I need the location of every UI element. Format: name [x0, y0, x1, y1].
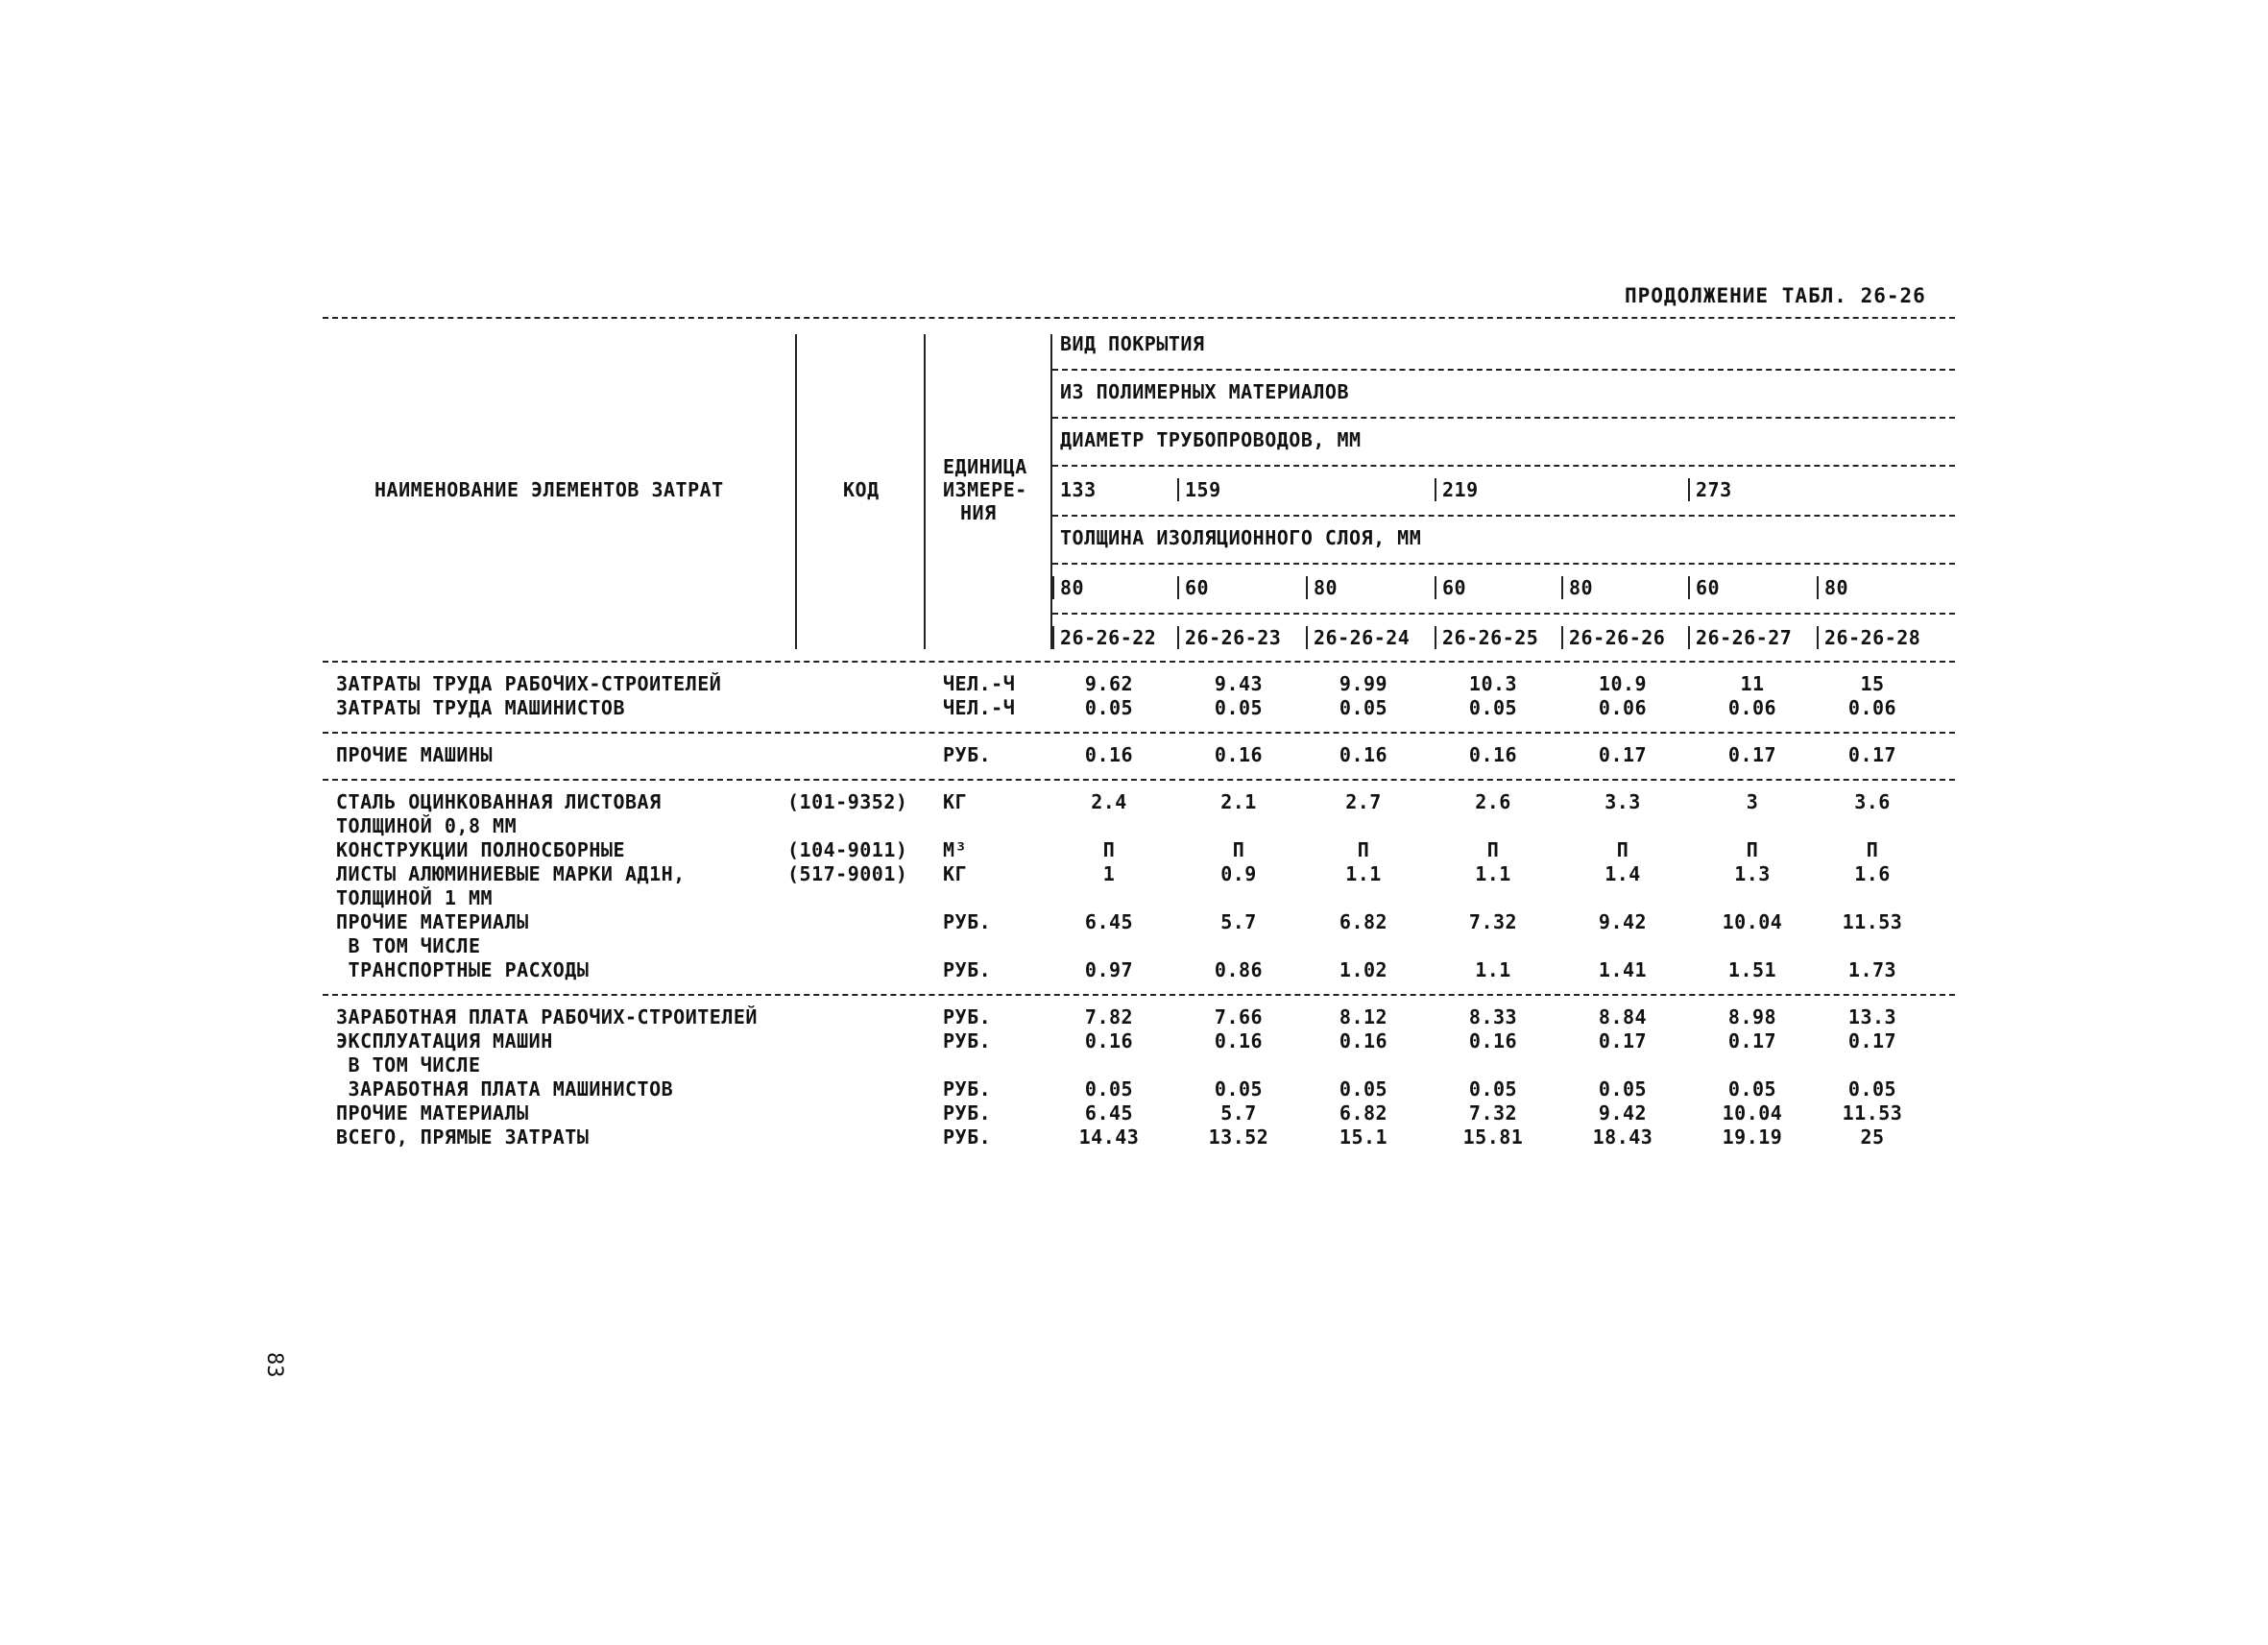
row-unit: РУБ.: [943, 958, 992, 981]
header-diameter-273: 273: [1696, 478, 1732, 501]
header-code-column: КОД: [843, 478, 880, 501]
row-value: 0.17: [1727, 743, 1777, 766]
row-value: 0.05: [1468, 1077, 1518, 1101]
row-value: 15: [1860, 672, 1885, 695]
row-value: 7.32: [1468, 1101, 1518, 1125]
header-divider-2: [924, 334, 926, 649]
row-value: 0.05: [1598, 1077, 1648, 1101]
row-name: ЗАРАБОТНАЯ ПЛАТА РАБОЧИХ-СТРОИТЕЛЕЙ: [336, 1005, 758, 1028]
row-value: 18.43: [1592, 1125, 1653, 1149]
row-value: 0.16: [1084, 743, 1134, 766]
row-value: 2.7: [1345, 790, 1382, 813]
row-value: 0.05: [1339, 696, 1388, 719]
row-unit: ЧЕЛ.-Ч: [943, 696, 1016, 719]
row-value: 9.62: [1084, 672, 1134, 695]
row-value: 0.97: [1084, 958, 1134, 981]
row-value: 2.6: [1475, 790, 1511, 813]
row-name: ЛИСТЫ АЛЮМИНИЕВЫЕ МАРКИ АД1Н,: [336, 862, 686, 885]
row-value: 15.81: [1462, 1125, 1524, 1149]
row-value: 1.73: [1847, 958, 1897, 981]
header-diameter-label: ДИАМЕТР ТРУБОПРОВОДОВ, ММ: [1060, 428, 1362, 451]
row-value: 0.16: [1214, 1029, 1264, 1052]
header-rule-4: [1052, 515, 1955, 517]
row-value: 0.16: [1468, 743, 1518, 766]
row-value: 25: [1860, 1125, 1885, 1149]
row-value: 11: [1740, 672, 1765, 695]
row-name: ПРОЧИЕ МАТЕРИАЛЫ: [336, 1101, 529, 1125]
column-code: 26-26-28: [1824, 626, 1921, 649]
row-value: 0.05: [1339, 1077, 1388, 1101]
row-value: 0.16: [1339, 1029, 1388, 1052]
row-name: ЗАРАБОТНАЯ ПЛАТА МАШИНИСТОВ: [336, 1077, 674, 1101]
header-rule-5: [1052, 563, 1955, 565]
header-unit-line-2: ИЗМЕРЕ-: [943, 478, 1027, 501]
row-unit: КГ: [943, 862, 968, 885]
column-code: 26-26-26: [1569, 626, 1666, 649]
diameter-divider-3: [1688, 478, 1690, 501]
row-value: 1.41: [1598, 958, 1648, 981]
header-divider-1: [795, 334, 797, 649]
row-value: 0.05: [1214, 1077, 1264, 1101]
thickness-divider: [1561, 576, 1563, 599]
row-value: 0.9: [1220, 862, 1257, 885]
thickness-value: 60: [1442, 576, 1467, 599]
row-name: ТОЛЩИНОЙ 0,8 ММ: [336, 814, 518, 837]
row-value: 3.6: [1854, 790, 1891, 813]
row-value: 0.06: [1598, 696, 1648, 719]
row-value: 9.43: [1214, 672, 1264, 695]
section-rule: [323, 994, 1955, 996]
row-value: 0.17: [1598, 1029, 1648, 1052]
row-name: СТАЛЬ ОЦИНКОВАННАЯ ЛИСТОВАЯ: [336, 790, 662, 813]
row-value: 0.16: [1468, 1029, 1518, 1052]
row-value: 5.7: [1220, 910, 1257, 933]
row-value: 0.06: [1847, 696, 1897, 719]
row-unit: М³: [943, 838, 968, 861]
thickness-divider: [1817, 576, 1819, 599]
thickness-value: 60: [1185, 576, 1210, 599]
page-number: 83: [262, 1352, 286, 1378]
row-value: 0.05: [1084, 696, 1134, 719]
header-unit-line-3: НИЯ: [960, 501, 997, 524]
column-code: 26-26-27: [1696, 626, 1793, 649]
header-rule-6: [1052, 613, 1955, 615]
row-unit: РУБ.: [943, 743, 992, 766]
row-value: 0.06: [1727, 696, 1777, 719]
row-value: 1.1: [1345, 862, 1382, 885]
row-value: 0.05: [1214, 696, 1264, 719]
header-diameter-133: 133: [1060, 478, 1097, 501]
row-value: 8.12: [1339, 1005, 1388, 1028]
code-divider: [1435, 626, 1436, 649]
row-value: П: [1232, 838, 1245, 861]
code-divider: [1306, 626, 1308, 649]
row-value: 8.84: [1598, 1005, 1648, 1028]
thickness-divider: [1177, 576, 1179, 599]
row-unit: РУБ.: [943, 1029, 992, 1052]
row-unit: РУБ.: [943, 1125, 992, 1149]
thickness-value: 80: [1314, 576, 1339, 599]
table-top-rule: [323, 317, 1955, 319]
thickness-value: 80: [1569, 576, 1594, 599]
row-value: 9.42: [1598, 1101, 1648, 1125]
section-rule: [323, 779, 1955, 781]
row-value: 7.66: [1214, 1005, 1264, 1028]
section-rule: [323, 732, 1955, 734]
column-code: 26-26-23: [1185, 626, 1282, 649]
row-unit: РУБ.: [943, 1005, 992, 1028]
row-value: 1.6: [1854, 862, 1891, 885]
code-divider: [1052, 626, 1054, 649]
header-rule-2: [1052, 417, 1955, 419]
row-value: 9.99: [1339, 672, 1388, 695]
row-value: 0.17: [1727, 1029, 1777, 1052]
row-value: 13.3: [1847, 1005, 1897, 1028]
row-value: 6.82: [1339, 1101, 1388, 1125]
row-value: 8.33: [1468, 1005, 1518, 1028]
row-name: В ТОМ ЧИСЛЕ: [336, 934, 481, 957]
row-name: ЭКСПЛУАТАЦИЯ МАШИН: [336, 1029, 553, 1052]
code-divider: [1177, 626, 1179, 649]
row-value: 1.02: [1339, 958, 1388, 981]
row-value: 1.1: [1475, 862, 1511, 885]
row-value: 3.3: [1604, 790, 1641, 813]
code-divider: [1688, 626, 1690, 649]
row-value: 0.05: [1847, 1077, 1897, 1101]
header-coating-type: ВИД ПОКРЫТИЯ: [1060, 332, 1205, 355]
section-rule: [323, 661, 1955, 663]
header-rule-3: [1052, 465, 1955, 467]
row-value: 6.45: [1084, 910, 1134, 933]
row-value: 10.9: [1598, 672, 1648, 695]
header-name-column: НАИМЕНОВАНИЕ ЭЛЕМЕНТОВ ЗАТРАТ: [374, 478, 724, 501]
row-value: 10.04: [1722, 910, 1783, 933]
row-name: ТОЛЩИНОЙ 1 ММ: [336, 886, 494, 909]
row-value: 7.82: [1084, 1005, 1134, 1028]
thickness-value: 80: [1824, 576, 1849, 599]
row-value: 0.05: [1727, 1077, 1777, 1101]
row-name: ЗАТРАТЫ ТРУДА РАБОЧИХ-СТРОИТЕЛЕЙ: [336, 672, 722, 695]
row-value: 0.16: [1214, 743, 1264, 766]
header-diameter-219: 219: [1442, 478, 1479, 501]
row-unit: РУБ.: [943, 1101, 992, 1125]
row-code: (101-9352): [787, 790, 908, 813]
code-divider: [1817, 626, 1819, 649]
row-value: 0.16: [1339, 743, 1388, 766]
column-code: 26-26-24: [1314, 626, 1411, 649]
row-value: П: [1616, 838, 1629, 861]
thickness-divider: [1688, 576, 1690, 599]
row-value: 0.16: [1084, 1029, 1134, 1052]
row-value: 0.17: [1847, 743, 1897, 766]
row-value: 0.86: [1214, 958, 1264, 981]
row-value: П: [1746, 838, 1759, 861]
row-value: 11.53: [1842, 910, 1903, 933]
thickness-divider: [1435, 576, 1436, 599]
table-caption: ПРОДОЛЖЕНИЕ ТАБЛ. 26-26: [1625, 284, 1926, 307]
row-unit: РУБ.: [943, 1077, 992, 1101]
row-value: 7.32: [1468, 910, 1518, 933]
header-diameter-159: 159: [1185, 478, 1221, 501]
row-unit: ЧЕЛ.-Ч: [943, 672, 1016, 695]
row-name: ПРОЧИЕ МАТЕРИАЛЫ: [336, 910, 529, 933]
row-value: 19.19: [1722, 1125, 1783, 1149]
code-divider: [1561, 626, 1563, 649]
diameter-divider-2: [1435, 478, 1436, 501]
row-value: 1.1: [1475, 958, 1511, 981]
header-divider-3: [1050, 334, 1052, 649]
row-value: П: [1486, 838, 1500, 861]
row-name: ЗАТРАТЫ ТРУДА МАШИНИСТОВ: [336, 696, 625, 719]
header-thickness-label: ТОЛЩИНА ИЗОЛЯЦИОННОГО СЛОЯ, ММ: [1060, 526, 1422, 549]
header-rule-1: [1052, 369, 1955, 371]
row-name: В ТОМ ЧИСЛЕ: [336, 1053, 481, 1077]
row-value: 0.17: [1598, 743, 1648, 766]
header-material: ИЗ ПОЛИМЕРНЫХ МАТЕРИАЛОВ: [1060, 380, 1349, 403]
column-code: 26-26-22: [1060, 626, 1157, 649]
thickness-value: 80: [1060, 576, 1085, 599]
row-name: КОНСТРУКЦИИ ПОЛНОСБОРНЫЕ: [336, 838, 625, 861]
row-value: 2.4: [1091, 790, 1127, 813]
row-value: 14.43: [1078, 1125, 1140, 1149]
row-value: 6.82: [1339, 910, 1388, 933]
row-value: 0.17: [1847, 1029, 1897, 1052]
row-code: (104-9011): [787, 838, 908, 861]
row-name: ТРАНСПОРТНЫЕ РАСХОДЫ: [336, 958, 590, 981]
row-value: 0.05: [1468, 696, 1518, 719]
row-value: 0.05: [1084, 1077, 1134, 1101]
thickness-value: 60: [1696, 576, 1721, 599]
row-unit: РУБ.: [943, 910, 992, 933]
row-code: (517-9001): [787, 862, 908, 885]
row-name: ПРОЧИЕ МАШИНЫ: [336, 743, 494, 766]
row-name: ВСЕГО, ПРЯМЫЕ ЗАТРАТЫ: [336, 1125, 590, 1149]
row-value: 2.1: [1220, 790, 1257, 813]
row-value: 8.98: [1727, 1005, 1777, 1028]
row-value: 3: [1746, 790, 1759, 813]
row-value: 6.45: [1084, 1101, 1134, 1125]
row-value: 1.51: [1727, 958, 1777, 981]
header-unit-line-1: ЕДИНИЦА: [943, 455, 1027, 478]
row-value: 1: [1102, 862, 1116, 885]
diameter-divider-1: [1177, 478, 1179, 501]
row-unit: КГ: [943, 790, 968, 813]
row-value: 10.3: [1468, 672, 1518, 695]
row-value: 15.1: [1339, 1125, 1388, 1149]
row-value: П: [1357, 838, 1370, 861]
row-value: 13.52: [1208, 1125, 1269, 1149]
row-value: 10.04: [1722, 1101, 1783, 1125]
thickness-divider: [1052, 576, 1054, 599]
row-value: 1.4: [1604, 862, 1641, 885]
row-value: 11.53: [1842, 1101, 1903, 1125]
row-value: 1.3: [1734, 862, 1771, 885]
row-value: 5.7: [1220, 1101, 1257, 1125]
row-value: П: [1866, 838, 1879, 861]
row-value: П: [1102, 838, 1116, 861]
row-value: 9.42: [1598, 910, 1648, 933]
thickness-divider: [1306, 576, 1308, 599]
column-code: 26-26-25: [1442, 626, 1539, 649]
